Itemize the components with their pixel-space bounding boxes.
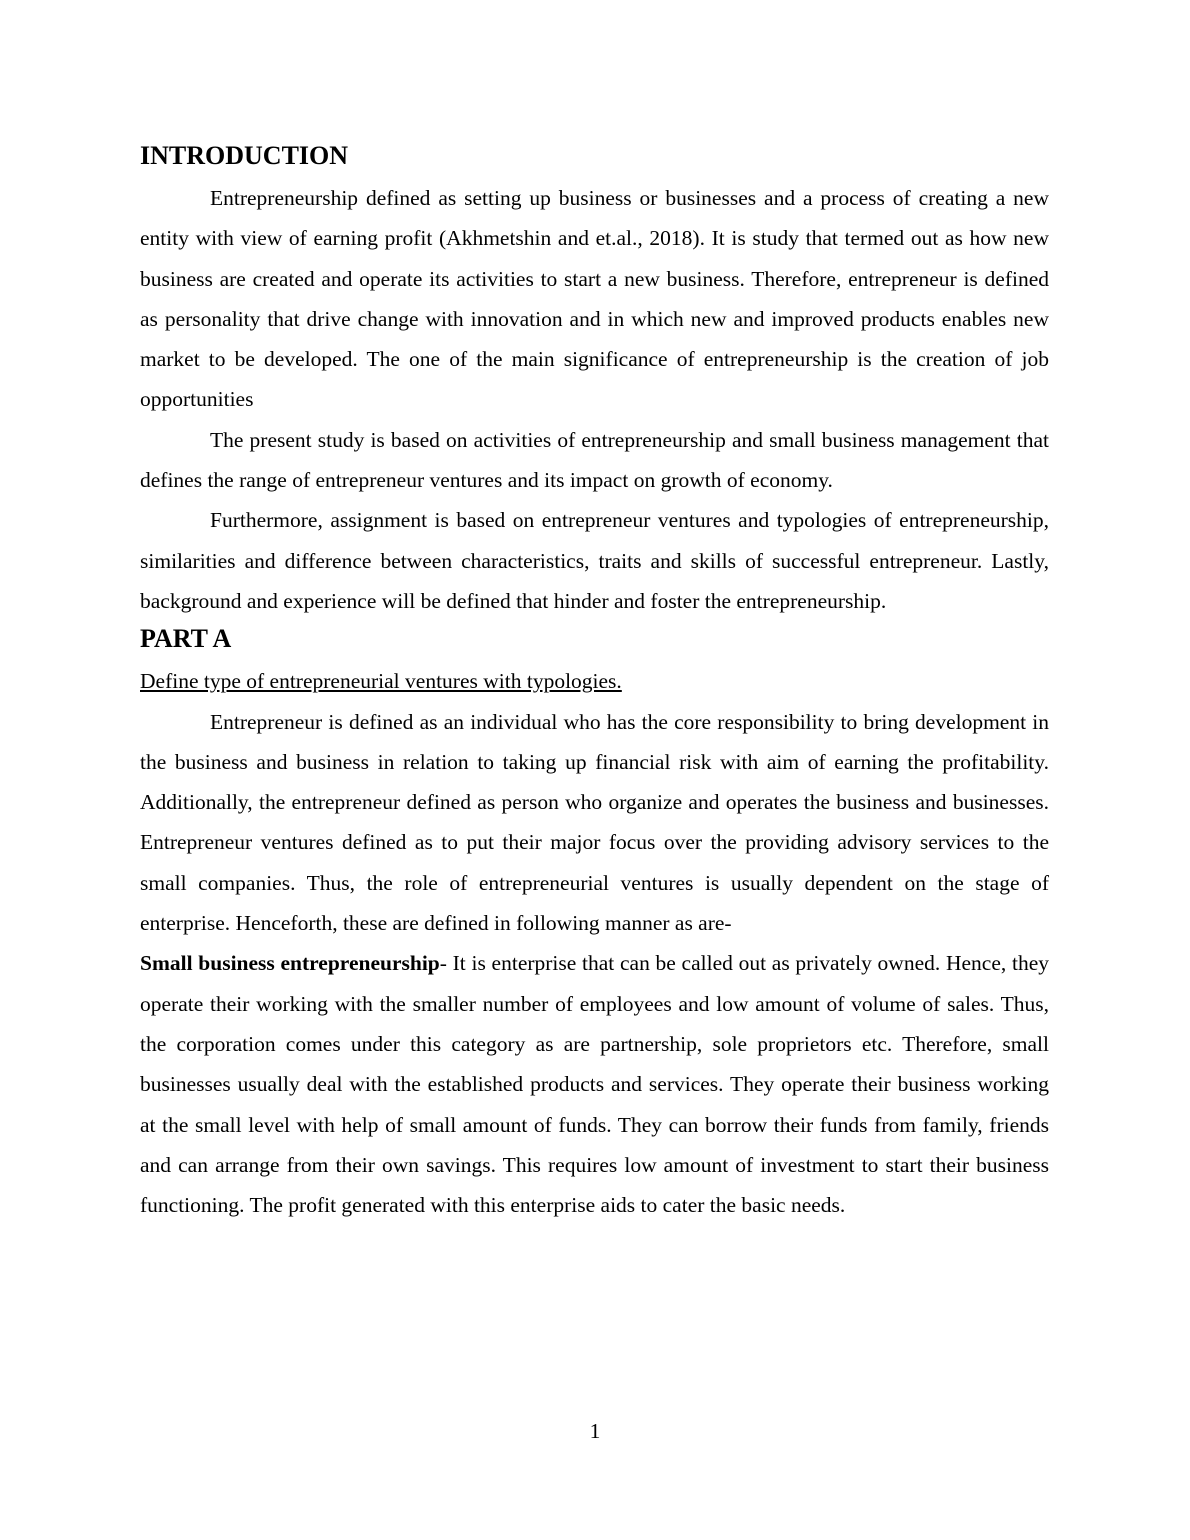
small-business-text: - It is enterprise that can be called out as privately owned. Hence, they operate their working with the smaller number of employees and low amount of volume of sales. Thus, the corporation comes under this category as are partnership, sole proprietors etc. Therefore, small businesses usually deal with the established products and services. They operate their business working at the small level with help of small amount of funds. They can borrow their funds from family, friends and can arrange from their own savings. This requires low amount of investment to start their business functioning. The profit generated with this enterprise aids to cater the basic needs. xyxy=(140,951,1049,1218)
part-a-subheading: Define type of entrepreneurial ventures with typologies. xyxy=(140,669,622,694)
small-business-term: Small business entrepreneurship xyxy=(140,951,440,976)
introduction-heading: INTRODUCTION xyxy=(140,141,349,170)
page-number: 1 xyxy=(589,1419,601,1443)
part-a-heading: PART A xyxy=(140,624,232,654)
part-a-paragraph: Entrepreneur is defined as an individual who has the core responsibility to bring development in the business and business in relation to taking up financial risk with aim of earning the profitability. Additionally, the entrepreneur defined as person who organize and operates the business and businesses. Entrepreneur ventures defined as to put their major focus over the providing advisory services to the small companies. Thus, the role of entrepreneurial ventures is usually dependent on the stage of enterprise. Henceforth, these are defined in following manner as are- xyxy=(140,709,1049,936)
small-business-paragraph xyxy=(140,943,1049,1225)
page-content xyxy=(140,138,1049,1225)
intro-paragraph-1: Entrepreneurship defined as setting up business or businesses and a process of creating a new entity with view of earning profit (Akhmetshin and et.al., 2018). It is study that termed out as how new business are created and operate its activities to start a new business. Therefore, entrepreneur is defined as personality that drive change with innovation and in which new and improved products enables new market to be developed. The one of the main significance of entrepreneurship is the creation of job opportunities xyxy=(140,186,1049,412)
intro-paragraph-2: The present study is based on activities of entrepreneurship and small business management that defines the range of entrepreneur ventures and its impact on growth of economy. xyxy=(140,427,1049,493)
intro-paragraph-3: Furthermore, assignment is based on entrepreneur ventures and typologies of entrepreneurship, similarities and difference between characteristics, traits and skills of successful entrepreneur. Lastly, background and experience will be defined that hinder and foster the entrepreneurship. xyxy=(140,508,1049,613)
